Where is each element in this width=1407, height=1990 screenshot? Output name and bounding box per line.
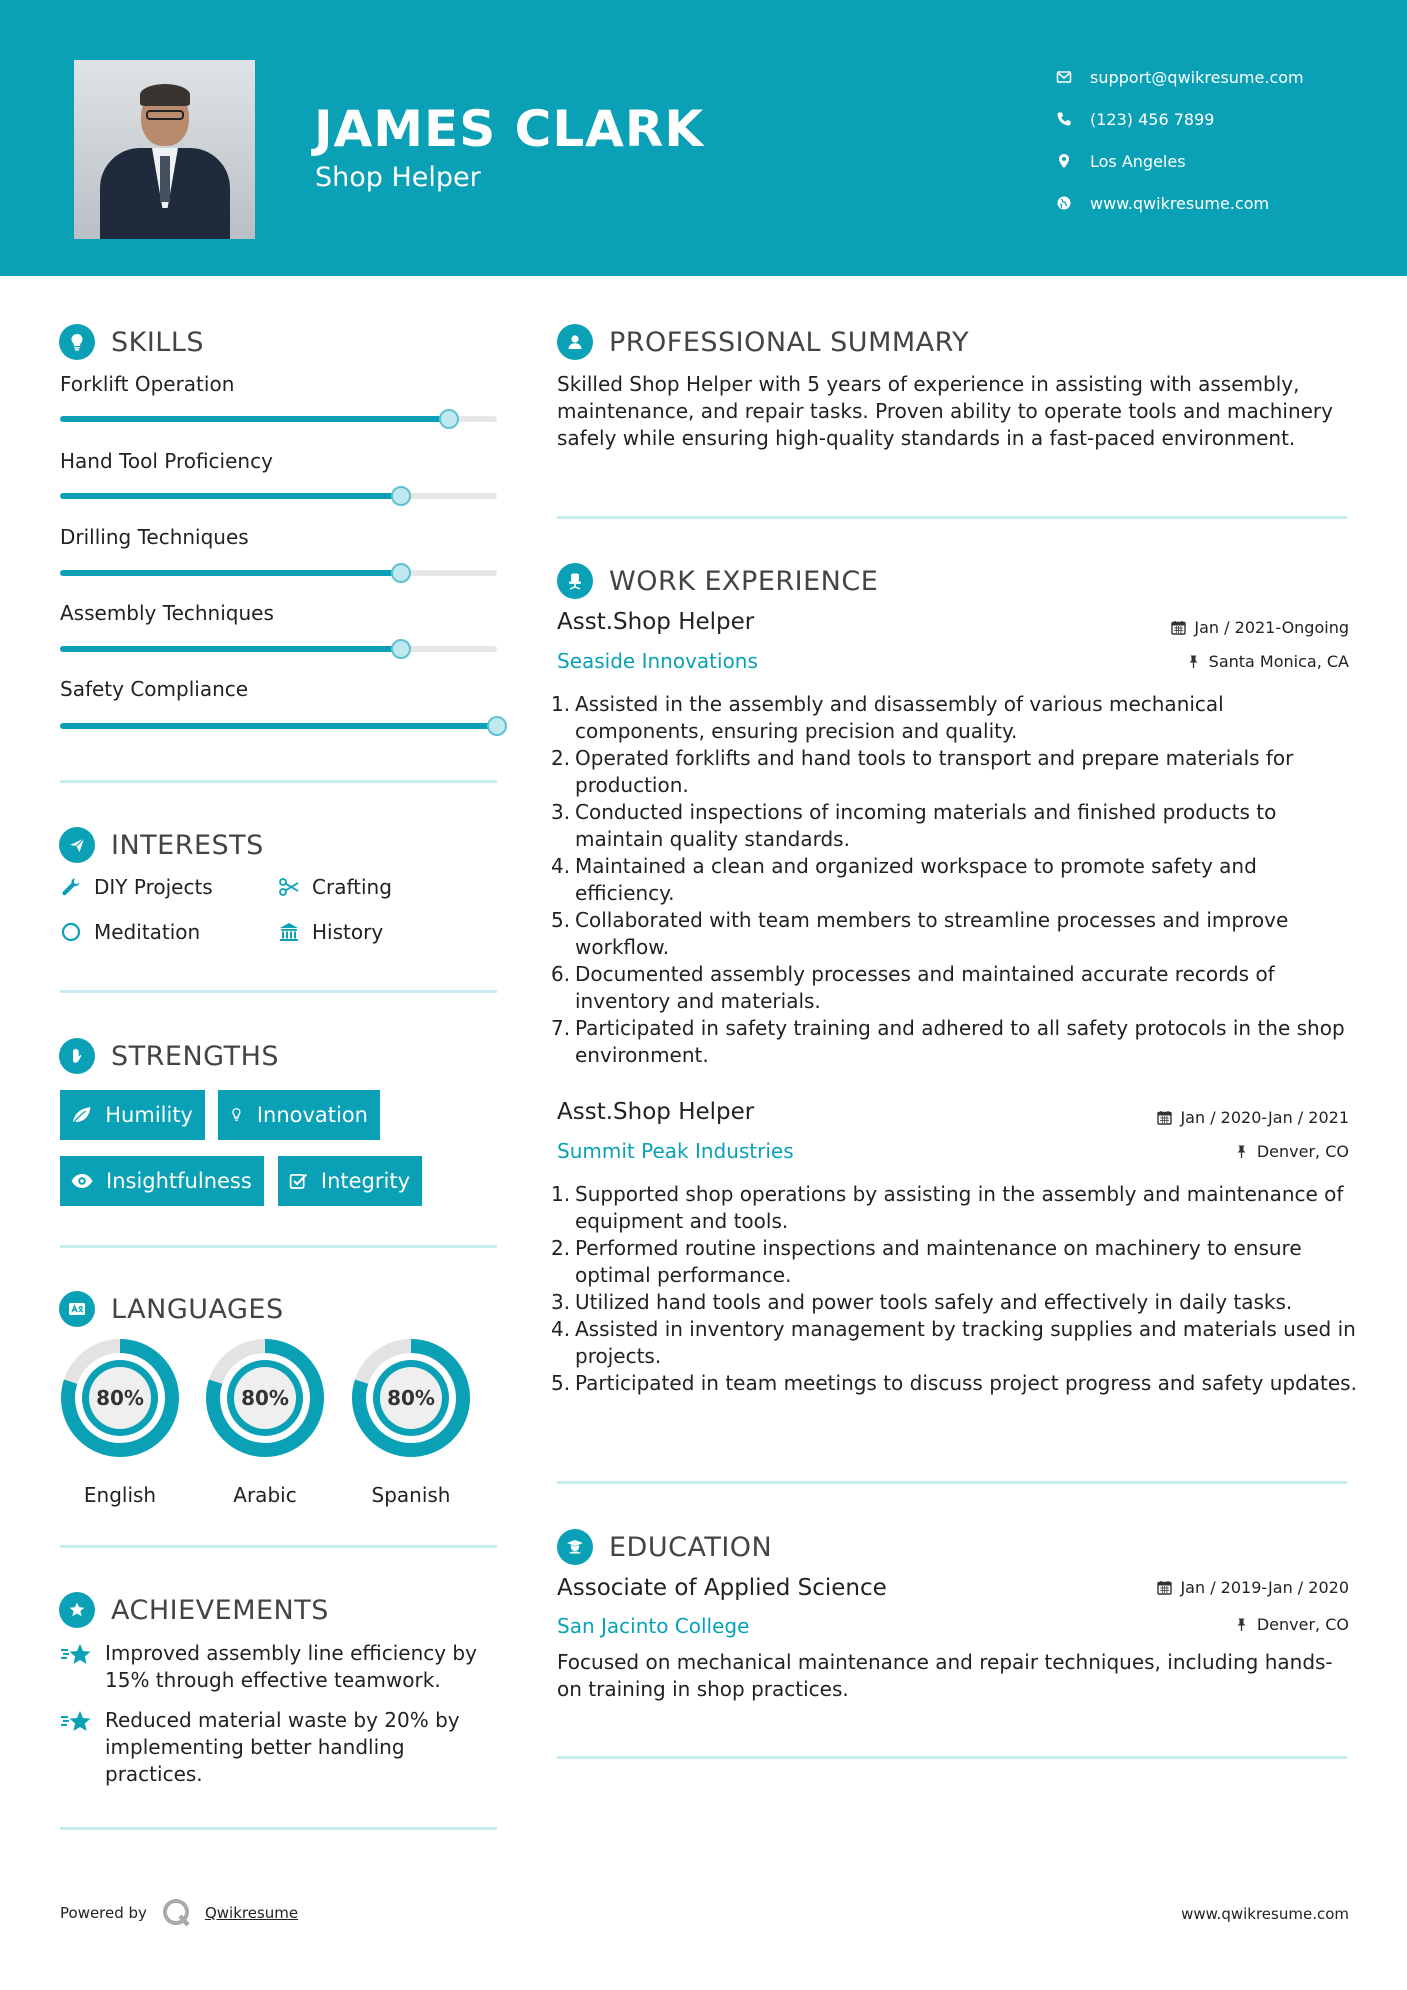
leaf-icon	[70, 1103, 93, 1127]
language-percent: 80%	[96, 1386, 144, 1410]
qwikresume-link[interactable]: Qwikresume	[204, 1904, 299, 1922]
contact-phone[interactable]	[1052, 98, 1392, 140]
section-divider	[557, 1481, 1347, 1484]
bullet-item: 3. Utilized hand tools and power tools safely and effectively in daily tasks.	[551, 1290, 1293, 1314]
strength-chip: Humility	[60, 1090, 205, 1140]
candidate-title: Shop Helper	[315, 162, 481, 193]
skill-bar-handle	[487, 716, 507, 736]
skill-bar	[60, 723, 497, 729]
interest-item: DIY Projects	[60, 875, 213, 899]
candidate-name: JAMES CLARK	[314, 100, 705, 158]
summary-heading: PROFESSIONAL SUMMARY	[557, 324, 969, 360]
job-location: Denver, CO	[1234, 1142, 1349, 1161]
skill-label: Safety Compliance	[60, 677, 249, 701]
interests-heading: INTERESTS	[59, 827, 264, 863]
language-name: Arabic	[233, 1483, 297, 1507]
contact-website[interactable]	[1052, 182, 1392, 224]
bullet-item: 5. Collaborated with team members to streamline processes and improve workflow.	[551, 908, 1289, 959]
education-school: San Jacinto College	[557, 1614, 750, 1638]
calendar-icon	[1157, 1110, 1172, 1125]
interest-item: History	[278, 920, 383, 944]
checkbox-icon	[288, 1169, 309, 1193]
paper-plane-icon	[59, 827, 95, 863]
skill-bar	[60, 646, 497, 652]
bullet-item: 5. Participated in team meetings to discuss project progress and safety updates.	[551, 1371, 1357, 1395]
globe-icon	[1052, 195, 1090, 211]
language-item	[59, 1337, 181, 1507]
job-location: Santa Monica, CA	[1186, 652, 1349, 671]
strength-chip: Innovation	[218, 1090, 380, 1140]
job-bullets	[551, 1181, 1357, 1397]
user-icon	[557, 324, 593, 360]
location-pin-icon	[1052, 153, 1090, 169]
bullet-item: 7. Participated in safety training and adhered to all safety protocols in the shop environment.	[551, 1016, 1345, 1067]
contact-email[interactable]	[1052, 56, 1392, 98]
bullet-item: 1. Supported shop operations by assisting in the assembly and maintenance of equipment and tools.	[551, 1182, 1344, 1233]
achievements-heading: ACHIEVEMENTS	[59, 1592, 329, 1628]
language-percent: 80%	[387, 1386, 435, 1410]
profile-photo	[74, 60, 255, 239]
education-degree: Associate of Applied Science	[557, 1575, 887, 1601]
star-badge-icon	[59, 1592, 95, 1628]
footer-url[interactable]: www.qwikresume.com	[1181, 1905, 1349, 1923]
office-chair-icon	[557, 563, 593, 599]
section-divider	[557, 516, 1347, 519]
skill-bar-handle	[439, 409, 459, 429]
language-name: English	[83, 1483, 157, 1507]
lightbulb-icon	[59, 324, 95, 360]
contact-email-text: support@qwikresume.com	[1090, 67, 1304, 87]
language-item	[204, 1337, 326, 1507]
section-divider	[557, 1756, 1347, 1759]
star-icon	[60, 1640, 105, 1694]
strengths-heading: STRENGTHS	[59, 1038, 279, 1074]
experience-heading: WORK EXPERIENCE	[557, 563, 878, 599]
achievement-item: Reduced material waste by 20% by implementing better handling practices.	[60, 1707, 500, 1788]
summary-text: Skilled Shop Helper with 5 years of experience in assisting with assembly, maintenance, and repair tasks. Proven ability to operate tools and machinery safely while ensuring high-quality standards in a fast-paced environment.	[557, 372, 1333, 450]
hand-icon	[59, 1038, 95, 1074]
strength-chip: Insightfulness	[60, 1156, 264, 1206]
bullet-item: 2. Operated forklifts and hand tools to transport and prepare materials for production.	[551, 746, 1294, 797]
qwikresume-logo-icon	[161, 1897, 193, 1929]
bullet-item: 3. Conducted inspections of incoming materials and finished products to maintain quality standards.	[551, 800, 1277, 851]
circle-icon	[60, 921, 82, 943]
achievement-item: Improved assembly line efficiency by 15% through effective teamwork.	[60, 1640, 500, 1694]
bullet-item: 6. Documented assembly processes and maintained accurate records of inventory and materials.	[551, 962, 1275, 1013]
job-title: Asst.Shop Helper	[557, 609, 755, 635]
pushpin-icon	[1234, 1144, 1249, 1159]
section-divider	[60, 1545, 497, 1548]
job-dates: Jan / 2021-Ongoing	[1171, 618, 1349, 637]
contact-location-text: Los Angeles	[1090, 151, 1186, 171]
skill-bar-handle	[391, 486, 411, 506]
skill-bar-handle	[391, 639, 411, 659]
contact-phone-text: (123) 456 7899	[1090, 109, 1215, 129]
eye-icon	[70, 1169, 94, 1193]
museum-icon	[278, 921, 300, 943]
contact-list	[1052, 56, 1392, 224]
calendar-icon	[1157, 1580, 1172, 1595]
bullet-item: 4. Maintained a clean and organized workspace to promote safety and efficiency.	[551, 854, 1257, 905]
section-divider	[60, 1827, 497, 1830]
translate-icon	[59, 1291, 95, 1327]
language-item	[350, 1337, 472, 1507]
skill-bar	[60, 570, 497, 576]
resume-header	[0, 0, 1407, 276]
bullet-item: 2. Performed routine inspections and maintenance on machinery to ensure optimal performance.	[551, 1236, 1302, 1287]
wrench-icon	[60, 876, 82, 898]
calendar-icon	[1171, 620, 1186, 635]
skill-bar-handle	[391, 563, 411, 583]
graduate-icon	[557, 1529, 593, 1565]
job-company: Seaside Innovations	[557, 649, 758, 673]
skill-label: Hand Tool Proficiency	[60, 449, 273, 473]
interest-item: Crafting	[278, 875, 392, 899]
star-icon	[60, 1707, 105, 1788]
job-dates: Jan / 2020-Jan / 2021	[1157, 1108, 1349, 1127]
pushpin-icon	[1234, 1617, 1249, 1632]
education-location: Denver, CO	[1234, 1615, 1349, 1634]
languages-heading: LANGUAGES	[59, 1291, 284, 1327]
pushpin-icon	[1186, 654, 1201, 669]
job-title: Asst.Shop Helper	[557, 1099, 755, 1125]
education-dates: Jan / 2019-Jan / 2020	[1157, 1578, 1349, 1597]
job-company: Summit Peak Industries	[557, 1139, 794, 1163]
footer-powered-by: Powered by Qwikresume	[60, 1897, 298, 1929]
language-name: Spanish	[371, 1483, 451, 1507]
job-bullets	[551, 691, 1357, 1069]
section-divider	[60, 780, 497, 783]
contact-website-text: www.qwikresume.com	[1090, 193, 1270, 213]
interest-item: Meditation	[60, 920, 200, 944]
language-percent: 80%	[241, 1386, 289, 1410]
strength-chip: Integrity	[278, 1156, 422, 1206]
phone-icon	[1052, 111, 1090, 127]
bullet-item: 4. Assisted in inventory management by tracking supplies and materials used in projects.	[551, 1317, 1356, 1368]
email-icon	[1052, 69, 1090, 85]
skill-bar	[60, 493, 497, 499]
skill-bar	[60, 416, 497, 422]
section-divider	[60, 1245, 497, 1248]
skill-label: Drilling Techniques	[60, 525, 249, 549]
bullet-item: 1. Assisted in the assembly and disassembly of various mechanical components, ensuring precision and quality.	[551, 692, 1224, 743]
section-divider	[60, 990, 497, 993]
scissors-icon	[278, 876, 300, 898]
education-heading: EDUCATION	[557, 1529, 772, 1565]
lightbulb-icon	[228, 1103, 245, 1127]
skill-label: Assembly Techniques	[60, 601, 274, 625]
education-description: Focused on mechanical maintenance and repair techniques, including hands-on training in shop practices.	[557, 1650, 1333, 1701]
skill-label: Forklift Operation	[60, 372, 235, 396]
contact-location	[1052, 140, 1392, 182]
skills-heading: SKILLS	[59, 324, 204, 360]
